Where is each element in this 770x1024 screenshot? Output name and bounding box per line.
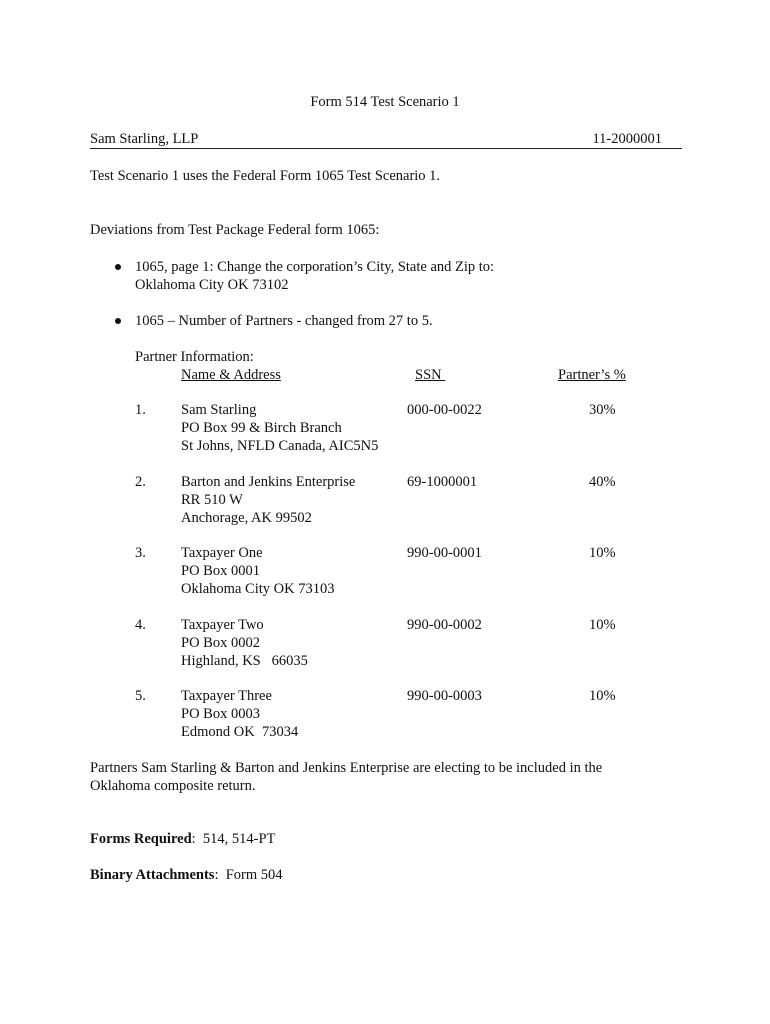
forms-required-value: : 514, 514-PT [191, 831, 276, 847]
binary-attachments-value: : Form 504 [214, 867, 283, 883]
partner-2-address-1: RR 510 W [181, 492, 243, 508]
bullet-2-line1: 1065 – Number of Partners - changed from 27 to 5. [135, 313, 433, 329]
document-title: Form 514 Test Scenario 1 [310, 94, 460, 110]
bullet-icon [115, 318, 121, 324]
partner-1-address-1: PO Box 99 & Birch Branch [181, 420, 342, 436]
partner-3-number: 3. [135, 545, 146, 561]
column-header-ssn: SSN [415, 367, 446, 383]
binary-attachments [90, 866, 283, 884]
partner-1-address-2: St Johns, NFLD Canada, AIC5N5 [181, 438, 379, 454]
partner-1-name: Sam Starling [181, 402, 257, 418]
partner-5-number: 5. [135, 688, 146, 704]
partner-4-number: 4. [135, 617, 146, 633]
partner-2-ssn: 69-1000001 [407, 474, 478, 490]
partner-3-address-2: Oklahoma City OK 73103 [181, 581, 335, 597]
partner-3-ssn: 990-00-0001 [407, 545, 482, 561]
bullet-1-line1: 1065, page 1: Change the corporation’s City, State and Zip to: [135, 259, 495, 275]
forms-required-label: Forms Required [90, 831, 192, 847]
partner-3-pct: 10% [589, 545, 616, 561]
partner-3-address-1: PO Box 0001 [181, 563, 260, 579]
column-header-name: Name & Address [181, 367, 281, 383]
intro-text: Test Scenario 1 uses the Federal Form 1065 Test Scenario 1. [90, 168, 441, 184]
partner-4-name: Taxpayer Two [181, 617, 264, 633]
partner-4-address-1: PO Box 0002 [181, 635, 260, 651]
partner-5-address-2: Edmond OK 73034 [181, 724, 299, 740]
bullet-icon [115, 264, 121, 270]
partner-4-pct: 10% [589, 617, 616, 633]
partner-5-address-1: PO Box 0003 [181, 706, 260, 722]
partner-4-address-2: Highland, KS 66035 [181, 653, 308, 669]
forms-required [90, 830, 275, 848]
binary-attachments-label: Binary Attachments [90, 867, 215, 883]
composite-note-line1: Partners Sam Starling & Barton and Jenkins Enterprise are electing to be included in the [90, 760, 603, 776]
partner-3-name: Taxpayer One [181, 545, 263, 561]
partner-info-label: Partner Information: [135, 349, 254, 365]
composite-note-line2: Oklahoma composite return. [90, 778, 256, 794]
bullet-1-line2: Oklahoma City OK 73102 [135, 277, 289, 293]
partner-2-name: Barton and Jenkins Enterprise [181, 474, 356, 490]
partner-5-pct: 10% [589, 688, 616, 704]
company-name: Sam Starling, LLP [90, 131, 199, 147]
company-ein: 11-2000001 [592, 131, 662, 147]
partner-5-name: Taxpayer Three [181, 688, 272, 704]
partner-2-address-2: Anchorage, AK 99502 [181, 510, 312, 526]
partner-1-ssn: 000-00-0022 [407, 402, 482, 418]
partner-5-ssn: 990-00-0003 [407, 688, 482, 704]
partner-2-pct: 40% [589, 474, 616, 490]
header-rule [90, 148, 682, 149]
partner-1-pct: 30% [589, 402, 616, 418]
partner-1-number: 1. [135, 402, 146, 418]
partner-4-ssn: 990-00-0002 [407, 617, 482, 633]
partner-2-number: 2. [135, 474, 146, 490]
deviations-heading: Deviations from Test Package Federal form 1065: [90, 222, 380, 238]
column-header-pct: Partner’s % [558, 367, 626, 383]
